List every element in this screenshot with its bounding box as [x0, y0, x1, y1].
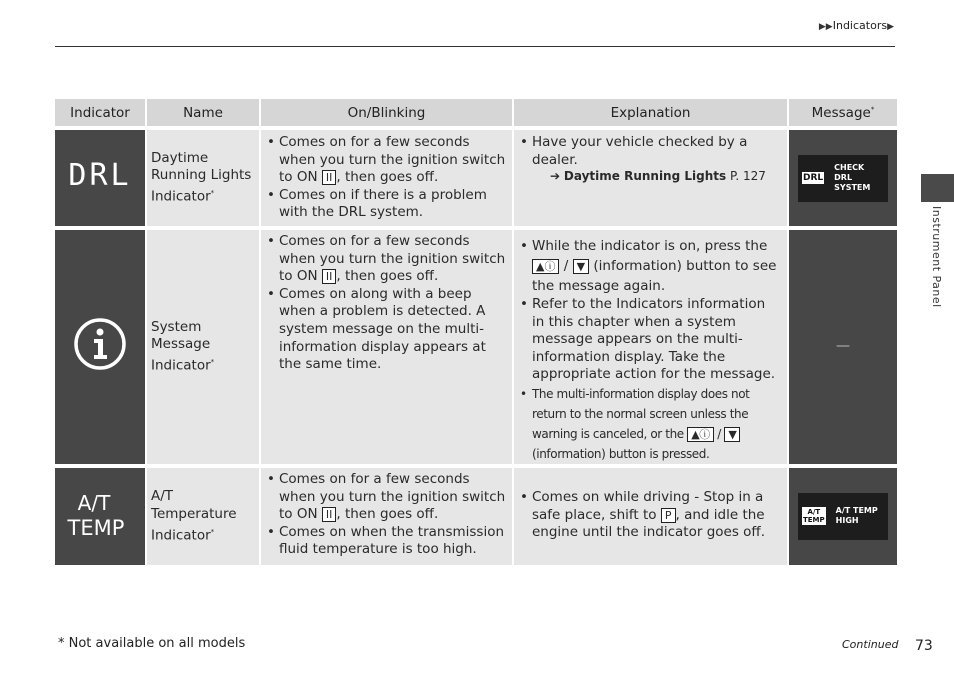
page-reference-link[interactable]: ➔ Daytime Running Lights P. 127 [550, 169, 766, 184]
info-icon-svg [72, 316, 128, 372]
down-button-icon: ▼ [573, 259, 589, 274]
park-position-icon: P [661, 508, 676, 523]
list-item: • Comes on while driving - Stop in a safe place, shift to P , and idle the engine until the indicator goes off. [532, 489, 781, 542]
at-temp-icon-svg [65, 488, 135, 540]
list-item: • Comes on for a few seconds when you turn the ignition switch to ON II , then goes off. [279, 471, 506, 524]
explanation-cell [514, 468, 787, 565]
up-info-button-icon: ▲ⓘ [687, 427, 714, 442]
down-button-icon: ▼ [724, 427, 740, 442]
drl-small-icon: DRL [803, 173, 824, 183]
list-item: • Comes on for a few seconds when you turn the ignition switch to ON II , then goes off. [279, 233, 506, 286]
indicator-name: System Message Indicator* [147, 230, 259, 464]
list-item: • Comes on for a few seconds when you turn the ignition switch to ON II , then goes off. [279, 134, 506, 187]
message-cell [789, 130, 897, 226]
svg-text:A/T: A/T [77, 490, 111, 515]
explanation-cell [514, 230, 787, 464]
side-tab-marker [921, 174, 954, 202]
side-tab-label: Instrument Panel [930, 206, 943, 308]
table-row [55, 130, 897, 226]
ignition-key-ii: II [322, 507, 337, 522]
col-header-on-blinking: On/Blinking [261, 99, 512, 126]
indicator-name: A/T Temperature Indicator* [147, 468, 259, 565]
col-header-indicator: Indicator [55, 99, 145, 126]
on-blinking-cell [261, 468, 512, 565]
list-item: • Comes on if there is a problem with the DRL system. [279, 187, 506, 222]
mid-message-display: DRL CHECK DRL SYSTEM [798, 155, 888, 202]
up-info-button-icon: ▲ⓘ [532, 259, 559, 274]
breadcrumb-arrows: ▶▶ [818, 22, 833, 32]
mid-message-display: A/T TEMP A/T TEMP HIGH [798, 493, 888, 540]
reference-arrow-icon: ➔ [550, 169, 561, 184]
svg-text:TEMP: TEMP [67, 515, 125, 540]
list-item: • Refer to the Indicators information in this chapter when a system message appears on the multi-information display. Take the appropriate action for the message. [532, 296, 781, 384]
list-item: • Comes on when the transmission fluid temperature is too high. [279, 524, 506, 559]
ignition-key-ii: II [322, 170, 337, 185]
drl-indicator-icon [55, 130, 145, 226]
page-number: 73 [915, 638, 933, 654]
on-blinking-cell [261, 230, 512, 464]
breadcrumb [819, 19, 894, 32]
no-message-dash: — [836, 338, 850, 355]
indicator-name: Daytime Running Lights Indicator* [147, 130, 259, 226]
list-item: • Have your vehicle checked by a dealer. [532, 134, 781, 169]
header-rule [55, 46, 895, 47]
list-item: • Comes on along with a beep when a problem is detected. A system message on the multi-information display appears at the same time. [279, 286, 506, 374]
at-temp-indicator-icon [55, 468, 145, 565]
message-cell [789, 468, 897, 565]
svg-text:DRL: DRL [68, 158, 132, 194]
list-item: • The multi-information display does not return to the normal screen unless the warning is canceled, or the ▲ⓘ / ▼ (information) button is pressed. [532, 384, 781, 464]
breadcrumb-label[interactable]: Indicators [832, 19, 888, 32]
ignition-key-ii: II [322, 269, 337, 284]
table-header-row [55, 99, 897, 126]
table-row [55, 230, 897, 464]
col-header-name: Name [147, 99, 259, 126]
footnote: * Not available on all models [58, 636, 246, 651]
col-header-explanation: Explanation [514, 99, 787, 126]
info-circle-icon [55, 230, 145, 464]
list-item: • While the indicator is on, press the ▲ⓘ / ▼ (information) button to see the message again. [532, 236, 781, 296]
indicator-table [53, 95, 899, 569]
breadcrumb-arrow-end: ▶ [887, 22, 894, 32]
at-temp-small-icon: A/T TEMP [803, 508, 825, 525]
explanation-cell [514, 130, 787, 226]
col-header-message: Message* [789, 99, 897, 126]
on-blinking-cell [261, 130, 512, 226]
drl-icon-svg [65, 155, 135, 195]
message-cell [789, 230, 897, 464]
continued-label: Continued [842, 638, 899, 651]
table-row [55, 468, 897, 565]
